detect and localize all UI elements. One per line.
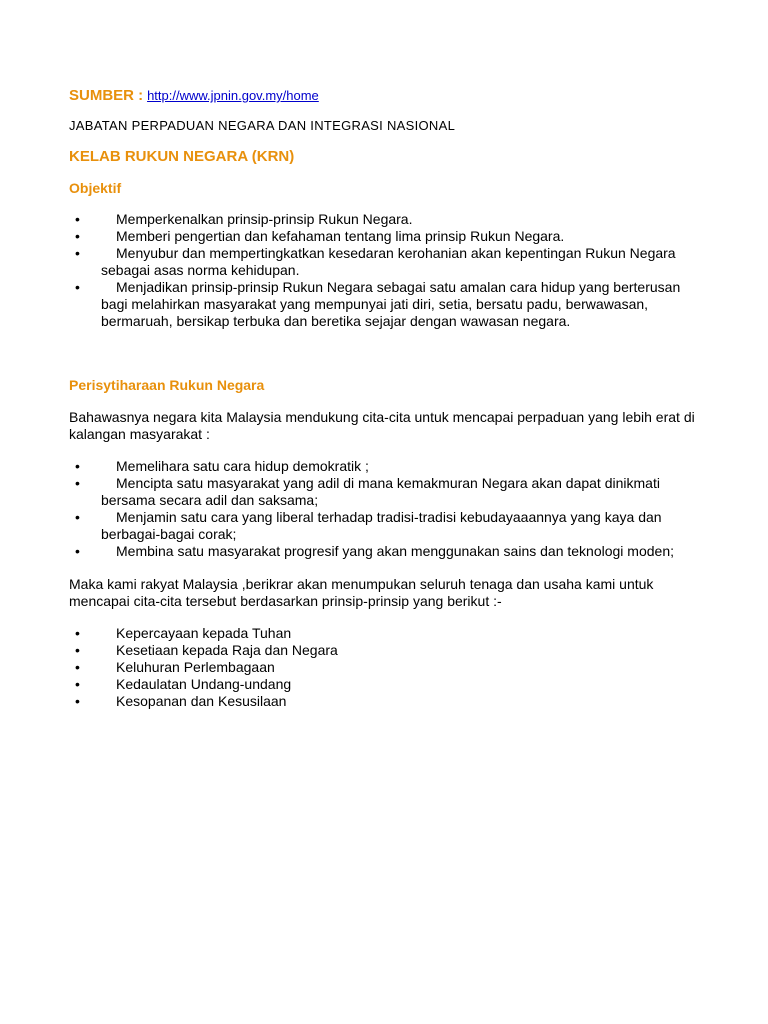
bullet-icon: • xyxy=(75,659,80,675)
declaration-text: Mencipta satu masyarakat yang adil di mana kemakmuran Negara akan dapat dinikmati bersama secara adil dan saksama; xyxy=(101,475,660,508)
club-heading: KELAB RUKUN NEGARA (KRN) xyxy=(69,148,295,165)
list-item xyxy=(69,228,699,245)
bullet-icon: • xyxy=(75,509,80,525)
bullet-icon: • xyxy=(75,211,80,227)
objective-text: Menyubur dan mempertingkatkan kesedaran kerohanian akan kepentingan Rukun Negara sebagai asas norma kehidupan. xyxy=(101,245,676,278)
principle-text: Kedaulatan Undang-undang xyxy=(116,676,292,692)
bullet-icon: • xyxy=(75,543,80,559)
principle-text: Kesopanan dan Kesusilaan xyxy=(116,693,287,709)
list-item xyxy=(69,509,699,543)
list-item xyxy=(69,475,699,509)
bullet-icon: • xyxy=(75,693,80,709)
principle-text: Kepercayaan kepada Tuhan xyxy=(116,625,292,641)
list-item xyxy=(69,625,699,642)
declaration-text: Membina satu masyarakat progresif yang akan menggunakan sains dan teknologi moden; xyxy=(116,543,674,559)
list-item xyxy=(69,279,699,330)
objectives-heading: Objektif xyxy=(69,180,122,196)
source-line xyxy=(69,86,319,105)
pledge-paragraph: Maka kami rakyat Malaysia ,berikrar akan menumpukan seluruh tenaga dan usaha kami untuk mencapai cita-cita tersebut berdasarkan prinsip-prinsip yang berikut :- xyxy=(69,576,654,609)
org-title: JABATAN PERPADUAN NEGARA DAN INTEGRASI NASIONAL xyxy=(69,118,456,133)
bullet-icon: • xyxy=(75,228,80,244)
bullet-icon: • xyxy=(75,676,80,692)
list-item xyxy=(69,245,699,279)
declaration-text: Menjamin satu cara yang liberal terhadap tradisi-tradisi kebudayaaannya yang kaya dan berbagai-bagai corak; xyxy=(101,509,662,542)
bullet-icon: • xyxy=(75,245,80,261)
objectives-list xyxy=(69,211,699,330)
list-item xyxy=(69,659,699,676)
declaration-text: Memelihara satu cara hidup demokratik ; xyxy=(116,458,369,474)
principle-text: Kesetiaan kepada Raja dan Negara xyxy=(116,642,338,658)
principles-list xyxy=(69,625,699,710)
declaration-heading: Perisytiharaan Rukun Negara xyxy=(69,377,265,393)
source-link[interactable]: http://www.jpnin.gov.my/home xyxy=(147,88,319,103)
list-item xyxy=(69,642,699,659)
bullet-icon: • xyxy=(75,279,80,295)
objective-text: Memberi pengertian dan kefahaman tentang lima prinsip Rukun Negara. xyxy=(116,228,565,244)
bullet-icon: • xyxy=(75,458,80,474)
list-item xyxy=(69,543,699,560)
list-item xyxy=(69,211,699,228)
principle-text: Keluhuran Perlembagaan xyxy=(116,659,275,675)
objective-text: Menjadikan prinsip-prinsip Rukun Negara sebagai satu amalan cara hidup yang berterusan bagi melahirkan masyarakat yang mempunyai jati diri, setia, bersatu padu, berwawasan, bermaruah, bersikap terbuka dan beretika sejajar dengan wawasan negara. xyxy=(101,279,681,329)
declaration-intro: Bahawasnya negara kita Malaysia mendukung cita-cita untuk mencapai perpaduan yang lebih erat di kalangan masyarakat : xyxy=(69,409,695,442)
bullet-icon: • xyxy=(75,475,80,491)
bullet-icon: • xyxy=(75,625,80,641)
source-label: SUMBER : xyxy=(69,87,144,104)
objective-text: Memperkenalkan prinsip-prinsip Rukun Negara. xyxy=(116,211,413,227)
list-item xyxy=(69,676,699,693)
declaration-list xyxy=(69,458,699,560)
list-item xyxy=(69,458,699,475)
list-item xyxy=(69,693,699,710)
bullet-icon: • xyxy=(75,642,80,658)
